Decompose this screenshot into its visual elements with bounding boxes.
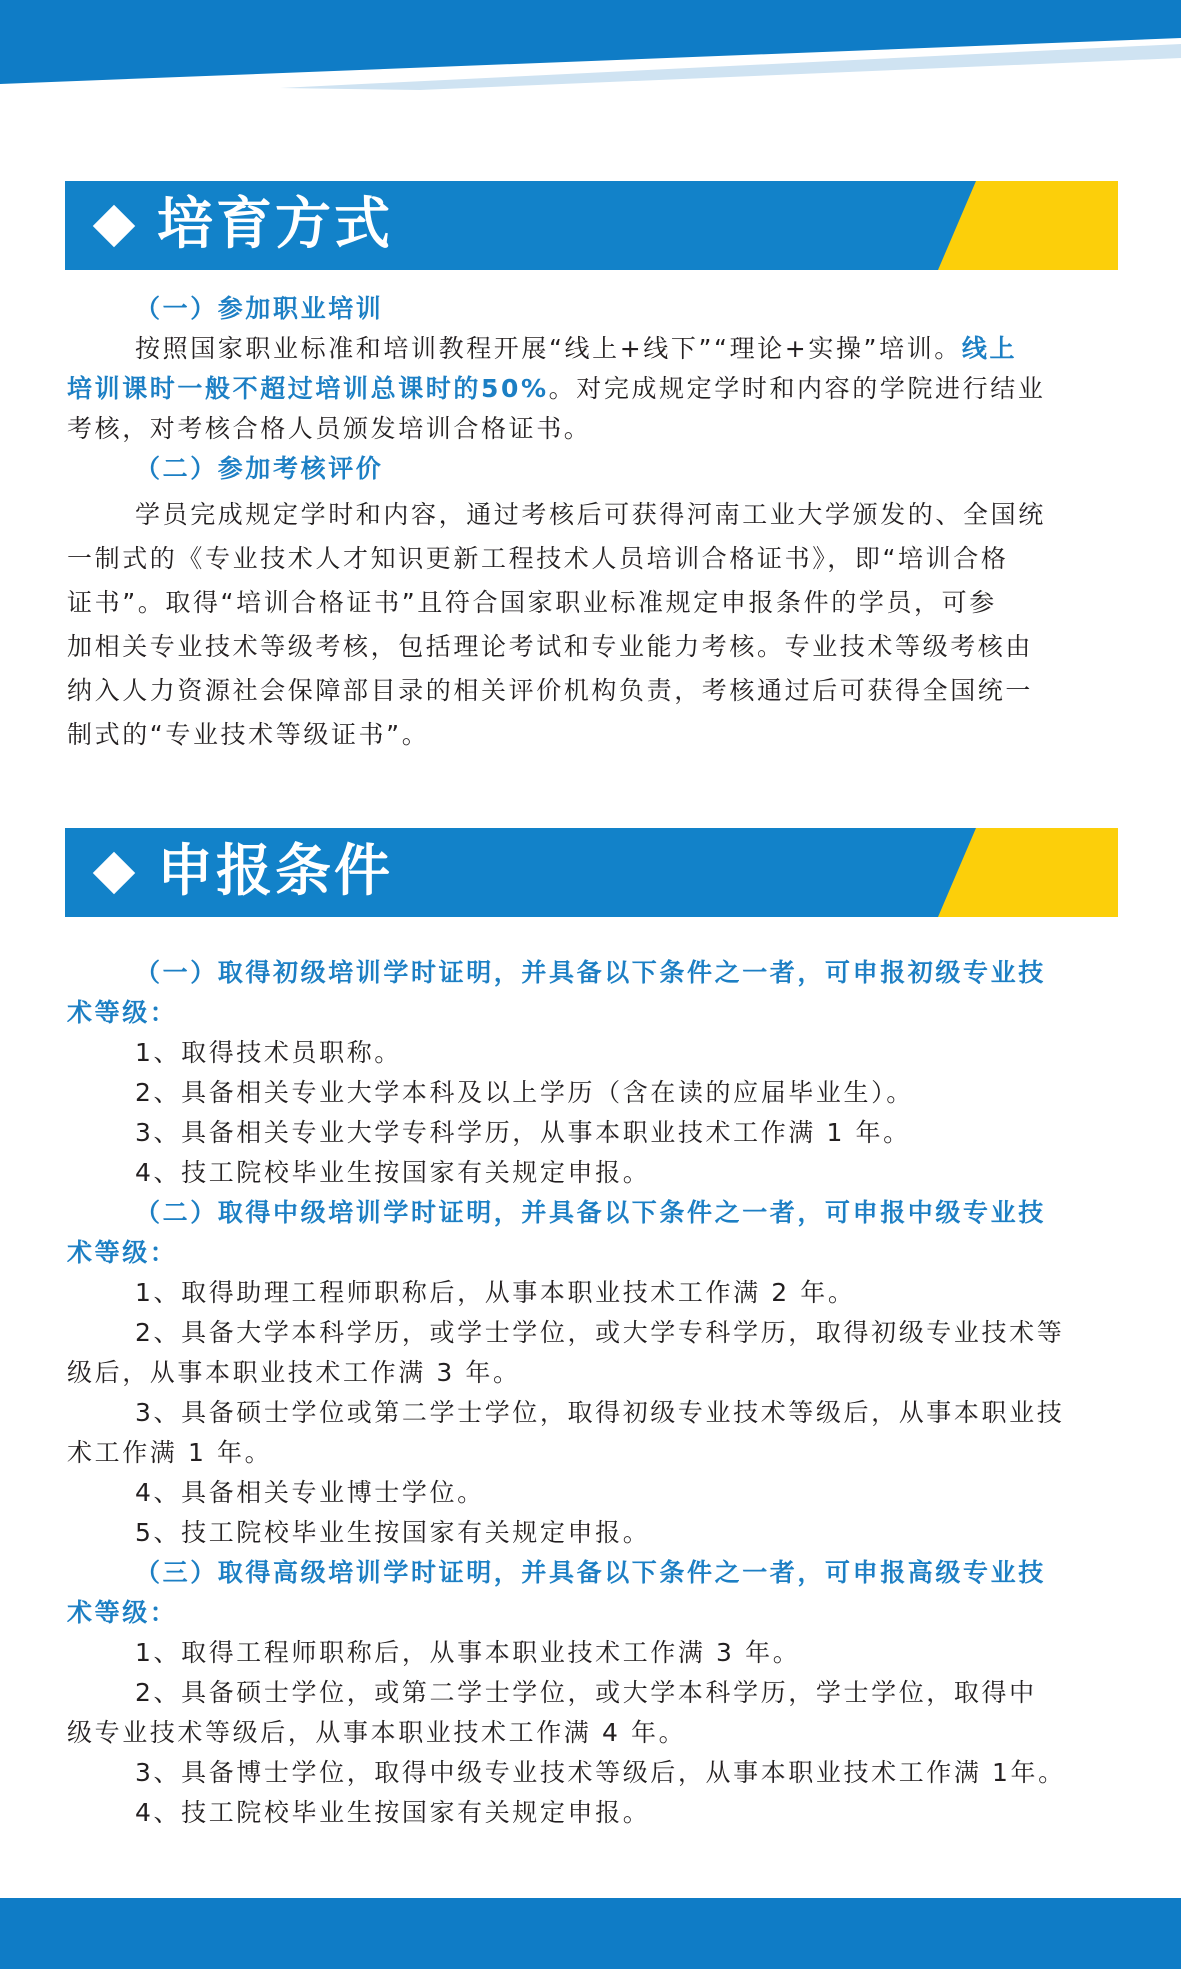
list-item: 1、取得工程师职称后，从事本职业技术工作满 3 年。 — [135, 1638, 801, 1667]
list-item: 4、技工院校毕业生按国家有关规定申报。 — [135, 1798, 651, 1827]
list-item-continuation: 术工作满 1 年。 — [67, 1438, 273, 1467]
bottom-banner-decoration — [0, 1898, 1181, 1969]
list-item: 1、取得助理工程师职称后，从事本职业技术工作满 2 年。 — [135, 1278, 856, 1307]
header-accent-stripe — [938, 181, 1118, 270]
requirements-content — [67, 953, 1118, 1833]
list-item: 2、具备相关专业大学本科及以上学历（含在读的应届毕业生）。 — [135, 1078, 914, 1107]
section-header-training — [65, 181, 1118, 270]
paragraph-line: 学员完成规定学时和内容，通过考核后可获得河南工业大学颁发的、全国统 — [135, 500, 1046, 529]
group-heading: （一）取得初级培训学时证明，并具备以下条件之一者，可申报初级专业技 — [135, 958, 1046, 987]
paragraph-line: 考核，对考核合格人员颁发培训合格证书。 — [67, 414, 592, 443]
highlight-text: 线上 — [961, 334, 1018, 363]
list-item: 2、具备大学本科学历，或学士学位，或大学专科学历，取得初级专业技术等 — [135, 1318, 1065, 1347]
sub-heading: （一）参加职业培训 — [135, 294, 384, 323]
group-heading: 术等级： — [67, 1598, 178, 1627]
list-item: 4、具备相关专业博士学位。 — [135, 1478, 485, 1507]
paragraph-line: 一制式的《专业技术人才知识更新工程技术人员培训合格证书》，即“培训合格 — [67, 544, 1009, 573]
paragraph-line: 纳入人力资源社会保障部目录的相关评价机构负责，考核通过后可获得全国统一 — [67, 676, 1034, 705]
diamond-bullet-icon — [93, 852, 135, 894]
paragraph-line: 证书”。取得“培训合格证书”且符合国家职业标准规定申报条件的学员，可参 — [67, 588, 997, 617]
list-item: 2、具备硕士学位，或第二学士学位，或大学本科学历，学士学位，取得中 — [135, 1678, 1037, 1707]
paragraph-line: 加相关专业技术等级考核，包括理论考试和专业能力考核。专业技术等级考核由 — [67, 632, 1034, 661]
top-banner-decoration — [0, 0, 1181, 90]
list-item-continuation: 级专业技术等级后，从事本职业技术工作满 4 年。 — [67, 1718, 687, 1747]
group-heading: （二）取得中级培训学时证明，并具备以下条件之一者，可申报中级专业技 — [135, 1198, 1046, 1227]
list-item-continuation: 级后，从事本职业技术工作满 3 年。 — [67, 1358, 521, 1387]
diamond-bullet-icon — [93, 205, 135, 247]
training-content — [67, 289, 1118, 755]
section-title: 申报条件 — [157, 839, 393, 904]
text-run: 按照国家职业标准和培训教程开展“线上+线下”“理论+实操”培训。 — [135, 334, 962, 363]
paragraph-line — [67, 369, 1118, 409]
section-title: 培育方式 — [157, 192, 393, 257]
text-run: 。对完成规定学时和内容的学院进行结业 — [548, 374, 1046, 403]
group-heading: （三）取得高级培训学时证明，并具备以下条件之一者，可申报高级专业技 — [135, 1558, 1046, 1587]
paragraph-line — [67, 329, 1118, 369]
list-item: 1、取得技术员职称。 — [135, 1038, 402, 1067]
highlight-text: 培训课时一般不超过培训总课时的50% — [67, 374, 549, 403]
list-item: 3、具备相关专业大学专科学历，从事本职业技术工作满 1 年。 — [135, 1118, 911, 1147]
list-item: 3、具备博士学位，取得中级专业技术等级后，从事本职业技术工作满 1年。 — [135, 1758, 1066, 1787]
header-accent-stripe — [938, 828, 1118, 917]
list-item: 3、具备硕士学位或第二学士学位，取得初级专业技术等级后，从事本职业技 — [135, 1398, 1065, 1427]
group-heading: 术等级： — [67, 998, 178, 1027]
section-header-requirements — [65, 828, 1118, 917]
sub-heading: （二）参加考核评价 — [135, 454, 384, 483]
list-item: 5、技工院校毕业生按国家有关规定申报。 — [135, 1518, 651, 1547]
paragraph-line: 制式的“专业技术等级证书”。 — [67, 720, 430, 749]
list-item: 4、技工院校毕业生按国家有关规定申报。 — [135, 1158, 651, 1187]
group-heading: 术等级： — [67, 1238, 178, 1267]
